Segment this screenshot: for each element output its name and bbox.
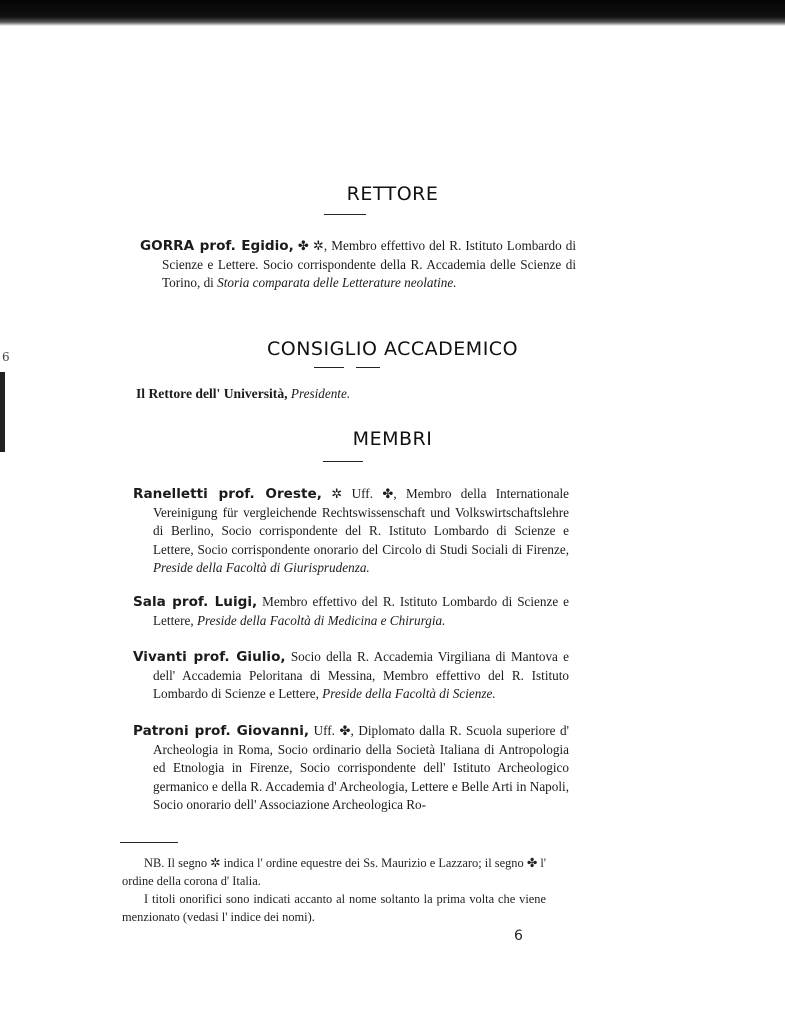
footnote-titoli: I titoli onorifici sono indicati accanto al nome soltanto la prima volta che viene menzionato (vedasi l' indice dei nomi). bbox=[122, 892, 546, 924]
member-role: Preside della Facoltà di Scienze. bbox=[322, 686, 496, 702]
heading-rule bbox=[323, 461, 363, 462]
heading-consiglio: CONSIGLIO ACCADEMICO bbox=[266, 338, 519, 360]
member-role: Preside della Facoltà di Giurisprudenza. bbox=[153, 560, 370, 576]
member-text: Uff. ✤, Diplomato dalla R. Scuola superiore d' Archeologia in Roma, Socio ordinario della Società Italiana di Antropologia ed Etnologia in Firenze, Socio corrispondente dell' Istituto Archeologico germanico e della R. Accademia d' Archeologia, Lettere e Belle Arti in Napoli, Socio onorario dell' Associazione Archeologica Ro- bbox=[153, 723, 569, 813]
member-text: Socio della R. Accademia Virgiliana di Mantova e dell' Accademia Peloritana di Messina, Membro effettivo del R. Istituto Lombardo di Scienze e Lettere, bbox=[153, 649, 570, 702]
member-name: Patroni prof. Giovanni, bbox=[133, 723, 310, 739]
member-text: Membro effettivo del R. Istituto Lombardo di Scienze e Lettere, bbox=[153, 594, 569, 628]
rettore-subject: Storia comparata delle Letterature neolatine. bbox=[217, 275, 457, 291]
footnote-nb bbox=[122, 855, 546, 890]
member-role: Preside della Facoltà di Medicina e Chirurgia. bbox=[196, 612, 446, 628]
heading-rule bbox=[314, 367, 344, 368]
member-name: Vivanti prof. Giulio, bbox=[133, 649, 286, 665]
footnote-rule bbox=[120, 842, 178, 843]
presidente-text: Il Rettore dell' Università, bbox=[136, 386, 291, 401]
footnote-line1: Il segno ✲ indica l' ordine equestre dei Ss. Maurizio e Lazzaro; il segno ✤ l' ordine della corona d' Italia. bbox=[122, 856, 546, 888]
scan-border bbox=[0, 0, 785, 26]
member-entry bbox=[133, 593, 569, 630]
presidente-line bbox=[136, 385, 556, 404]
heading-membri: MEMBRI bbox=[352, 428, 433, 450]
member-name: Sala prof. Luigi, bbox=[133, 594, 258, 610]
member-text: ✲ Uff. ✤, Membro della Internationale Vereinigung für vergleichende Rechtswissenschaft und Volkswirtschaftslehre di Berlino, Socio corrispondente del R. Istituto Lombardo di Scienze e Lettere, Socio corrispondente onorario del Circolo di Studi Sociali di Firenze, bbox=[153, 486, 569, 557]
rettore-text: ✤ ✲, Membro effettivo del R. Istituto Lombardo di Scienze e Lettere. Socio corrispondente della R. Accademia delle Scienze di Torino, di bbox=[162, 238, 577, 291]
member-entry bbox=[133, 648, 569, 704]
member-name: Ranelletti prof. Oreste, bbox=[133, 486, 322, 502]
rettore-name: GORRA prof. Egidio, bbox=[140, 238, 294, 254]
margin-mark: 6 bbox=[2, 350, 10, 364]
heading-rule bbox=[324, 214, 366, 215]
footnote-nb-label: NB. bbox=[144, 856, 165, 870]
presidente-role: Presidente. bbox=[290, 386, 351, 401]
page-number: 6 bbox=[514, 928, 523, 944]
member-entry bbox=[133, 722, 569, 815]
heading-rettore: RETTORE bbox=[346, 183, 439, 205]
member-entry bbox=[133, 485, 569, 578]
rettore-entry bbox=[140, 237, 576, 293]
heading-rule bbox=[356, 367, 380, 368]
